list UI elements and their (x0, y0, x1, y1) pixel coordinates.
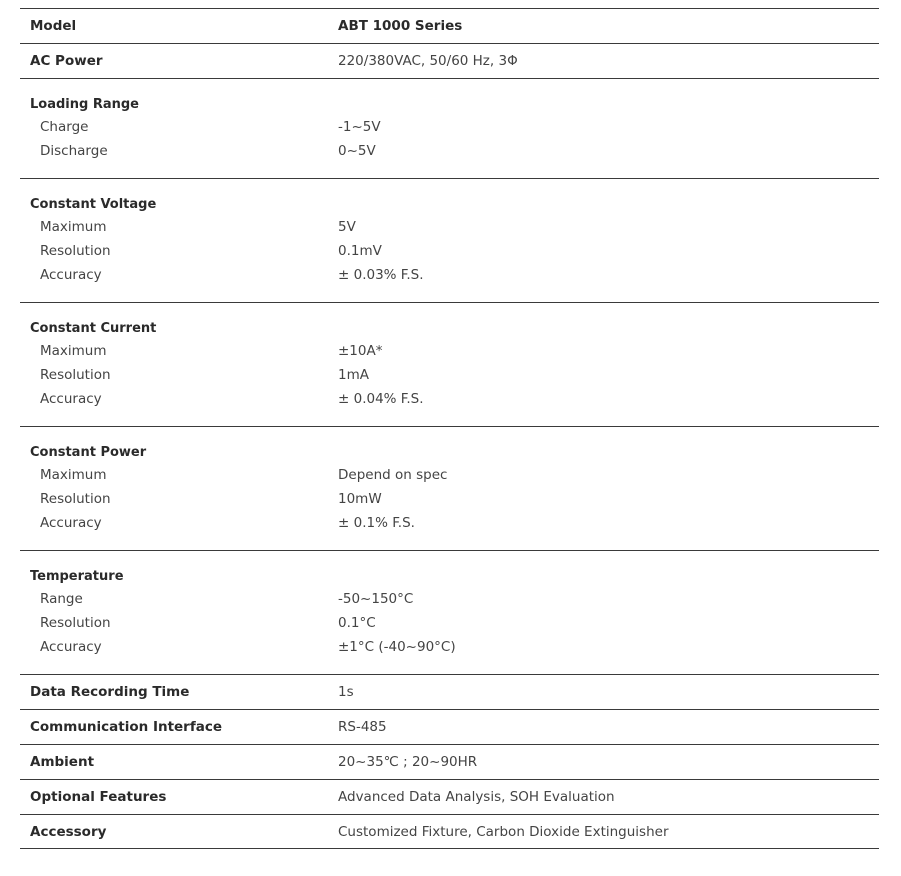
sub-value: 0.1mV (338, 243, 382, 259)
sub-value: -1~5V (338, 119, 381, 135)
sub-row (20, 387, 879, 411)
sub-value: 0~5V (338, 143, 376, 159)
sub-row (20, 363, 879, 387)
sub-row (20, 263, 879, 287)
group-title: Loading Range (30, 97, 139, 112)
spec-value: 1s (338, 684, 354, 700)
sub-value: ± 0.03% F.S. (338, 267, 424, 283)
spec-value: ABT 1000 Series (338, 18, 463, 34)
spec-row-data-recording-time (20, 674, 879, 709)
group-title: Temperature (30, 569, 124, 584)
sub-label: Range (40, 591, 83, 607)
spec-label: AC Power (30, 53, 103, 69)
spec-group-constant-power (20, 426, 879, 550)
sub-row (20, 139, 879, 163)
sub-value: 10mW (338, 491, 382, 507)
sub-row (20, 511, 879, 535)
spec-group-constant-current (20, 302, 879, 426)
sub-label: Accuracy (40, 639, 102, 655)
sub-label: Maximum (40, 219, 107, 235)
sub-label: Accuracy (40, 391, 102, 407)
spec-label: Optional Features (30, 789, 167, 805)
sub-label: Resolution (40, 491, 111, 507)
spec-label: Accessory (30, 823, 107, 840)
sub-label: Maximum (40, 343, 107, 359)
sub-label: Accuracy (40, 515, 102, 531)
sub-value: ± 0.1% F.S. (338, 515, 415, 531)
sub-value: -50~150°C (338, 591, 414, 607)
sub-value: Depend on spec (338, 467, 448, 483)
spec-row-accessory (20, 814, 879, 849)
spec-value: Customized Fixture, Carbon Dioxide Extinguisher (338, 823, 669, 840)
sub-value: ±1°C (-40~90°C) (338, 639, 456, 655)
sub-row (20, 339, 879, 363)
sub-value: 5V (338, 219, 356, 235)
spec-value: 220/380VAC, 50/60 Hz, 3Φ (338, 53, 518, 69)
spec-table (20, 8, 879, 849)
spec-row-ambient (20, 744, 879, 779)
group-title: Constant Voltage (30, 197, 157, 212)
sub-row (20, 115, 879, 139)
spec-row-model (20, 8, 879, 43)
spec-value: Advanced Data Analysis, SOH Evaluation (338, 789, 615, 805)
spec-label: Model (30, 18, 77, 34)
sub-row (20, 239, 879, 263)
spec-row-ac-power (20, 43, 879, 78)
sub-row (20, 635, 879, 659)
sub-row (20, 215, 879, 239)
sub-row (20, 487, 879, 511)
spec-group-temperature (20, 550, 879, 674)
spec-group-constant-voltage (20, 178, 879, 302)
group-title: Constant Power (30, 445, 147, 460)
sub-value: ±10A* (338, 343, 383, 359)
sub-label: Resolution (40, 243, 111, 259)
sub-label: Maximum (40, 467, 107, 483)
spec-label: Communication Interface (30, 719, 222, 735)
sub-value: ± 0.04% F.S. (338, 391, 424, 407)
spec-label: Ambient (30, 754, 95, 770)
sub-label: Resolution (40, 615, 111, 631)
sub-label: Resolution (40, 367, 111, 383)
sub-row (20, 463, 879, 487)
spec-label: Data Recording Time (30, 684, 190, 700)
spec-row-communication-interface (20, 709, 879, 744)
spec-row-optional-features (20, 779, 879, 814)
sub-value: 1mA (338, 367, 369, 383)
sub-row (20, 587, 879, 611)
sub-row (20, 611, 879, 635)
group-title: Constant Current (30, 321, 157, 336)
sub-label: Charge (40, 119, 89, 135)
spec-value: 20~35℃ ; 20~90HR (338, 754, 478, 770)
spec-value: RS-485 (338, 719, 387, 735)
sub-label: Accuracy (40, 267, 102, 283)
sub-value: 0.1°C (338, 615, 376, 631)
spec-group-loading-range (20, 78, 879, 178)
sub-label: Discharge (40, 143, 108, 159)
